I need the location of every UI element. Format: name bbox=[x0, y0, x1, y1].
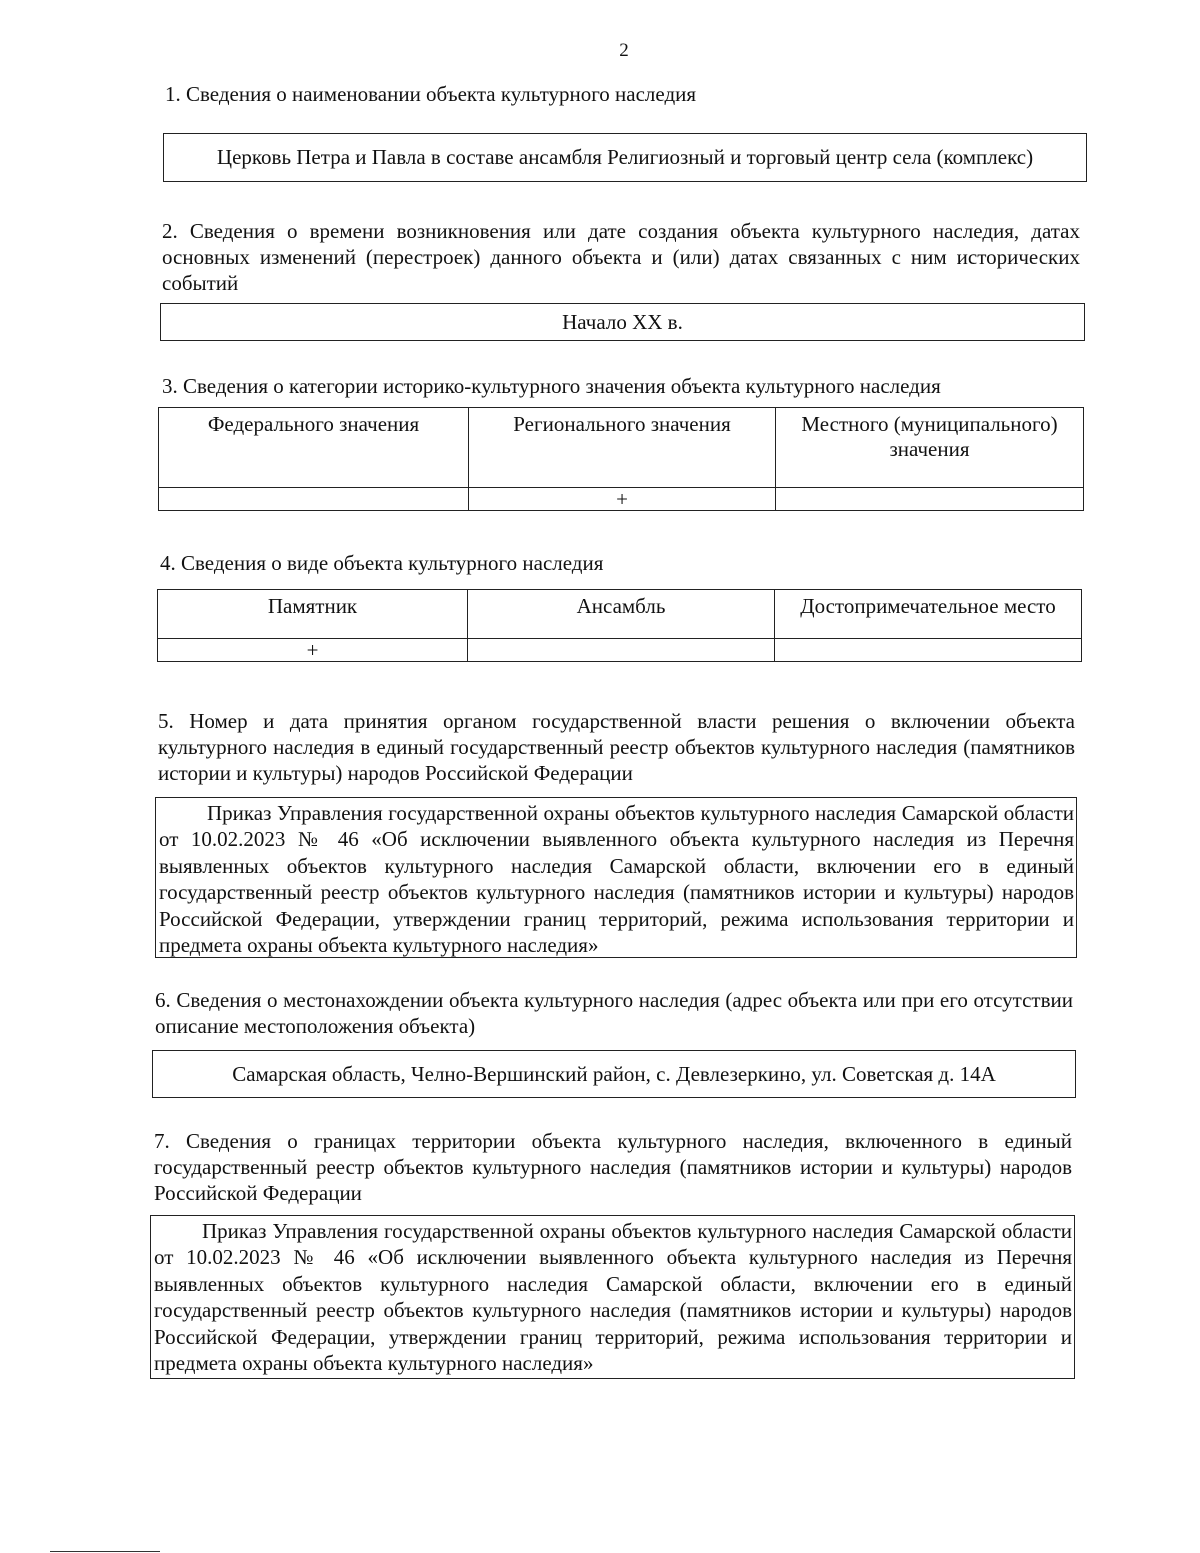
section-2-heading: 2. Сведения о времени возникновения или дате создания объекта культурного наследия, датах основных изменений (перестроек) данного объекта и (или) датах связанных с ним исторических событий bbox=[162, 219, 1080, 295]
category-local-mark bbox=[776, 488, 1084, 511]
section-7-heading: 7. Сведения о границах территории объекта культурного наследия, включенного в единый государственный реестр объектов культурного наследия (памятников истории и культуры) народов Российской Федерации bbox=[154, 1129, 1072, 1205]
creation-date-box bbox=[160, 303, 1085, 341]
type-ensemble-header: Ансамбль bbox=[468, 590, 775, 639]
creation-date-value: Начало XX в. bbox=[562, 309, 683, 334]
territory-bounds-value: Приказ Управления государственной охраны объектов культурного наследия Самарской области от 10.02.2023 № 46 «Об исключении выявленного объекта культурного наследия из Перечня выявленных объектов культурного наследия Самарской области, включении его в единый государственный реестр объектов культурного наследия (памятников истории и культуры) народов Российской Федерации, утверждении границ территорий, режима использования территории и предмета охраны объекта культурного наследия» bbox=[154, 1219, 1072, 1376]
registry-decision-box bbox=[155, 797, 1077, 958]
category-federal-header: Федерального значения bbox=[159, 408, 469, 488]
section-6-heading: 6. Сведения о местонахождении объекта культурного наследия (адрес объекта или при его отсутствии описание местоположения объекта) bbox=[155, 988, 1073, 1038]
category-local-header: Местного (муниципального) значения bbox=[776, 408, 1084, 488]
location-box bbox=[152, 1050, 1076, 1098]
section-3-heading: 3. Сведения о категории историко-культурного значения объекта культурного наследия bbox=[162, 374, 941, 398]
type-monument-header: Памятник bbox=[158, 590, 468, 639]
category-regional-mark: + bbox=[469, 488, 776, 511]
type-landmark-header: Достопримечательное место bbox=[775, 590, 1082, 639]
footnote-divider bbox=[50, 1551, 160, 1552]
object-name-value: Церковь Петра и Павла в составе ансамбля Религиозный и торговый центр села (комплекс) bbox=[216, 145, 1034, 169]
section-5-heading: 5. Номер и дата принятия органом государственной власти решения о включении объекта культурного наследия в единый государственный реестр объектов культурного наследия (памятников истории и культуры) народов Российской Федерации bbox=[158, 709, 1075, 785]
object-name-box bbox=[163, 133, 1087, 182]
category-table bbox=[158, 407, 1084, 511]
type-table bbox=[157, 589, 1082, 662]
page-number: 2 bbox=[619, 40, 629, 61]
type-landmark-mark bbox=[775, 639, 1082, 662]
territory-bounds-box bbox=[150, 1215, 1075, 1379]
category-federal-mark bbox=[159, 488, 469, 511]
type-ensemble-mark bbox=[468, 639, 775, 662]
section-1-heading: 1. Сведения о наименовании объекта культурного наследия bbox=[165, 82, 697, 106]
category-regional-header: Регионального значения bbox=[469, 408, 776, 488]
type-monument-mark: + bbox=[158, 639, 468, 662]
location-value: Самарская область, Челно-Вершинский район, с. Девлезеркино, ул. Советская д. 14А bbox=[232, 1061, 996, 1086]
registry-decision-value: Приказ Управления государственной охраны объектов культурного наследия Самарской области от 10.02.2023 № 46 «Об исключении выявленного объекта культурного наследия из Перечня выявленных объектов культурного наследия Самарской области, включении его в единый государственный реестр объектов культурного наследия (памятников истории и культуры) народов Российской Федерации, утверждении границ территорий, режима использования территории и предмета охраны объекта культурного наследия» bbox=[159, 801, 1074, 958]
section-4-heading: 4. Сведения о виде объекта культурного наследия bbox=[160, 551, 604, 575]
